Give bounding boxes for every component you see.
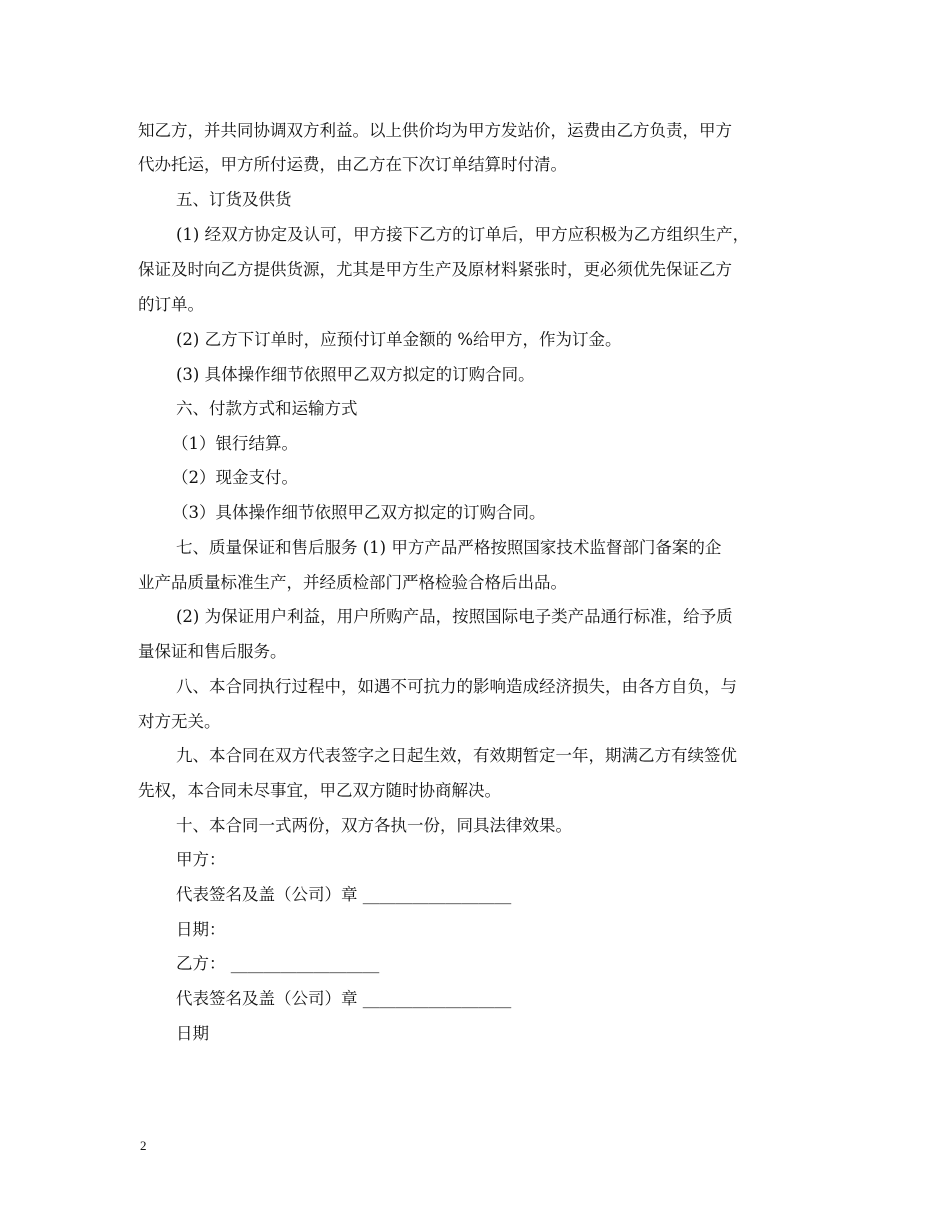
paragraph-line: 对方无关。 <box>138 712 221 731</box>
paragraph-line: (2) 乙方下订单时，应预付订单金额的 %给甲方，作为订金。 <box>176 330 622 349</box>
section-heading: 六、付款方式和运输方式 <box>176 399 358 418</box>
paragraph-line: 业产品质量标准生产，并经质检部门严格检验合格后出品。 <box>138 573 567 592</box>
paragraph-line: 量保证和售后服务。 <box>138 642 287 661</box>
section-heading: 七、质量保证和售后服务 (1) 甲方产品严格按照国家技术监督部门备案的企 <box>176 538 722 557</box>
date-label: 日期： <box>176 920 226 939</box>
section-heading: 十、本合同一式两份，双方各执一份，同具法律效果。 <box>176 816 572 835</box>
paragraph-line: 代办托运，甲方所付运费，由乙方在下次订单结算时付清。 <box>138 155 567 174</box>
page-number: 2 <box>140 1138 147 1153</box>
section-heading: 九、本合同在双方代表签字之日起生效，有效期暂定一年，期满乙方有续签优 <box>176 746 737 765</box>
paragraph-line: (1) 经双方协定及认可，甲方接下乙方的订单后，甲方应积极为乙方组织生产， <box>176 225 750 244</box>
section-heading: 五、订货及供货 <box>176 190 292 209</box>
signature-line: 代表签名及盖（公司）章 __________________ <box>176 885 512 904</box>
paragraph-line: (2) 为保证用户利益，用户所购产品，按照国际电子类产品通行标准，给予质 <box>176 607 733 626</box>
party-b-line: 乙方： __________________ <box>176 954 380 973</box>
paragraph-line: 保证及时向乙方提供货源，尤其是甲方生产及原材料紧张时，更必须优先保证乙方 <box>138 260 732 279</box>
paragraph-line: 的订单。 <box>138 295 204 314</box>
party-a-label: 甲方： <box>176 850 226 869</box>
signature-line: 代表签名及盖（公司）章 __________________ <box>176 989 512 1008</box>
paragraph-line: (3) 具体操作细节依照甲乙双方拟定的订购合同。 <box>176 365 535 384</box>
section-heading: 八、本合同执行过程中，如遇不可抗力的影响造成经济损失，由各方自负，与 <box>176 677 737 696</box>
date-label: 日期 <box>176 1024 209 1043</box>
paragraph-line: （1）银行结算。 <box>172 434 298 453</box>
paragraph-line: （2）现金支付。 <box>172 468 298 487</box>
paragraph-line: （3）具体操作细节依照甲乙双方拟定的订购合同。 <box>172 503 546 522</box>
paragraph-line: 先权，本合同未尽事宜，甲乙双方随时协商解决。 <box>138 781 501 800</box>
paragraph-line: 知乙方，并共同协调双方利益。以上供价均为甲方发站价，运费由乙方负责，甲方 <box>138 121 732 140</box>
